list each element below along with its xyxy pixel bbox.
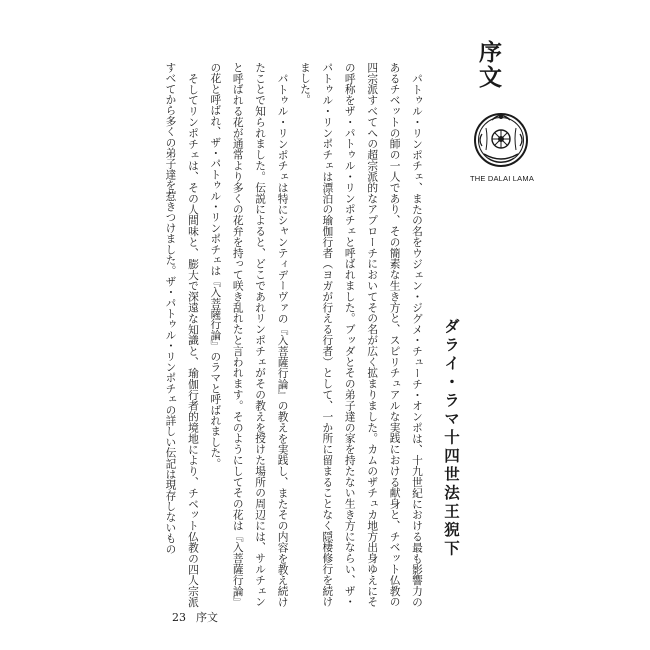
footer-section-title: 序文 <box>196 611 218 624</box>
seal-emblem-graphic <box>468 112 534 170</box>
author-name: ダライ・ラマ十四世法王猊下 <box>442 318 460 559</box>
seal-caption: THE DALAI LAMA <box>469 174 535 183</box>
paragraph: そしてリンポチェは、その人間味と、膨大で深遠な知識と、瑜伽行者的境地により、チベット仏教の四人宗派すべてから多くの弟子達を惹きつけました。ザ・パトゥル・リンポチェの詳しい伝記は現存しないもの <box>164 62 200 607</box>
page-number: 23 <box>172 611 186 624</box>
paragraph: パトゥル・リンポチェ、またの名をウジェン・ジグメ・チューチ・オンポは、十九世紀における最も影響力のあるチベットの師の一人であり、その簡素な生き方と、スピリチュアルな実践における献身と、チベット仏教の四宗派すべてへの超宗派的なアプローチにおいてその名が広く拡まりました。カムのザチュカ地方出身ゆえにその呼称をザ・パトゥル・リンポチェと呼ばれました。ブッダとその弟子達の家を持たない生き方にならい、ザ・パトゥル・リンポチェは漂泊の瑜伽行者（ヨガが行える行者）として、一か所に留まることなく隠棲修行を続けました。 <box>298 62 424 607</box>
body-text <box>159 62 428 607</box>
chapter-heading: 序文 <box>475 40 501 90</box>
dalai-lama-seal-emblem <box>468 112 534 170</box>
page-footer <box>172 609 218 625</box>
paragraph: パトゥル・リンポチェは特にシャンティデーヴァの『入菩薩行論』の教えを実践し、またその内容を教え続けたことで知られました。伝説によると、どこであれリンポチェがその教えを授けた場所の周辺には、サルチェンと呼ばれる花が通常より多くの花弁を持って咲き乱れたと言われます。そのようにしてその花は『入菩薩行論』の花と呼ばれ、ザ・パトゥル・リンポチェは『入菩薩行論』のラマと呼ばれました。 <box>209 62 290 607</box>
